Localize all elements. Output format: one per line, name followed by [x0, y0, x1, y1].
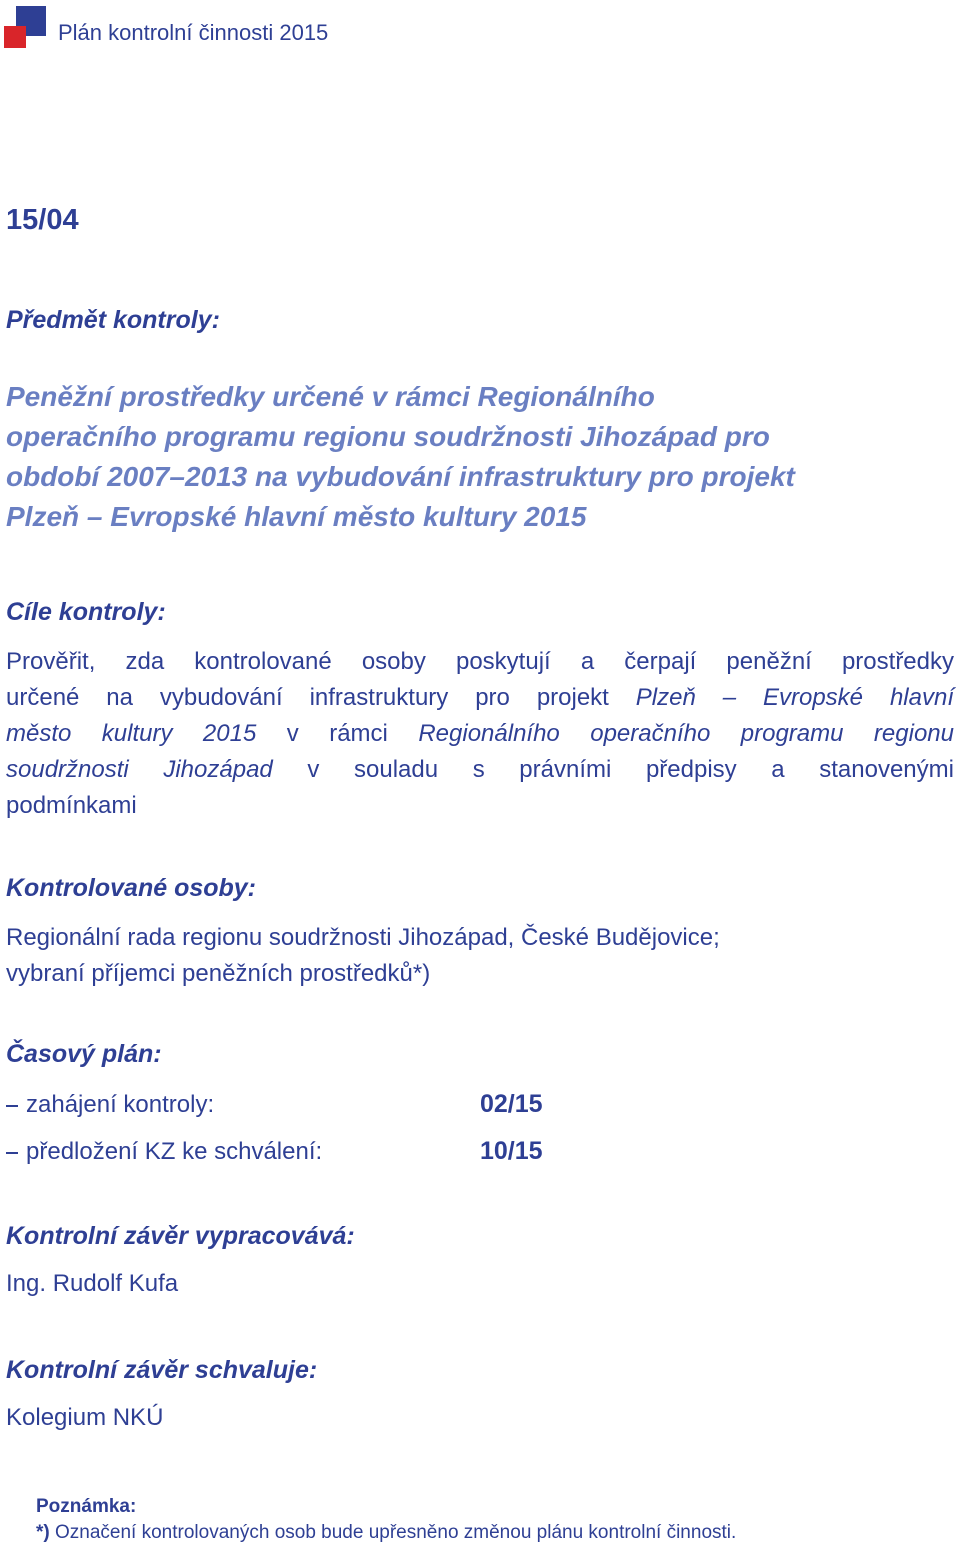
- goals-line3-italic: město kultury 2015: [6, 720, 257, 747]
- goals-line3-italic2: Regionálního operačního programu regionu: [418, 720, 954, 747]
- approved-by-name: Kolegium NKÚ: [6, 1404, 164, 1431]
- goals-line: [6, 788, 954, 824]
- schedule-item: [6, 1138, 322, 1166]
- subject-line: období 2007–2013 na vybudování infrastruktury pro projekt: [6, 461, 795, 492]
- subject-line: Plzeň – Evropské hlavní město kultury 2015: [6, 501, 587, 532]
- schedule-value: 02/15: [480, 1090, 543, 1118]
- persons-line: Regionální rada regionu soudržnosti Jihozápad, České Budějovice;: [6, 924, 720, 951]
- document-number: 15/04: [6, 204, 79, 236]
- prepared-by-heading: Kontrolní závěr vypracovává:: [6, 1222, 355, 1250]
- goals-line: [6, 752, 954, 788]
- dash-icon: [6, 1152, 18, 1154]
- subject-heading: Předmět kontroly:: [6, 306, 220, 334]
- goals-line4-italic: soudržnosti Jihozápad: [6, 756, 273, 783]
- goals-line5-text: podmínkami: [6, 792, 137, 819]
- goals-line2-italic: Plzeň – Evropské hlavní: [635, 684, 954, 711]
- goals-line4-text: v souladu s právními předpisy a stanovenými: [272, 756, 954, 783]
- header-title: Plán kontrolní činnosti 2015: [58, 20, 329, 45]
- goals-text: [6, 644, 954, 824]
- persons-text: [6, 920, 954, 992]
- note-body: Označení kontrolovaných osob bude upřesněno změnou plánu kontrolní činnosti.: [49, 1522, 737, 1543]
- persons-heading: Kontrolované osoby:: [6, 874, 257, 902]
- schedule-item: [6, 1091, 214, 1119]
- goals-line: [6, 680, 954, 716]
- persons-line: vybraní příjemci peněžních prostředků*): [6, 960, 431, 987]
- schedule-heading: Časový plán:: [6, 1040, 162, 1068]
- goals-heading: Cíle kontroly:: [6, 598, 166, 626]
- goals-line3-text: v rámci: [256, 720, 419, 747]
- subject-line: operačního programu regionu soudržnosti Jihozápad pro: [6, 421, 770, 452]
- nku-logo-squares-icon: [4, 6, 46, 48]
- approved-by-heading: Kontrolní závěr schvaluje:: [6, 1356, 318, 1384]
- schedule-value: 10/15: [480, 1137, 543, 1165]
- dash-icon: [6, 1105, 18, 1107]
- note-marker: *): [36, 1522, 50, 1543]
- schedule-label: předložení KZ ke schválení:: [26, 1138, 323, 1165]
- subject-line: Peněžní prostředky určené v rámci Regionálního: [6, 381, 655, 412]
- subject-text: [6, 377, 956, 537]
- logo-red-square: [4, 26, 26, 48]
- note-title: Poznámka:: [36, 1496, 137, 1517]
- goals-line: [6, 644, 954, 680]
- goals-line: [6, 716, 954, 752]
- prepared-by-name: Ing. Rudolf Kufa: [6, 1270, 179, 1297]
- schedule-label: zahájení kontroly:: [26, 1091, 215, 1118]
- note-text: [36, 1522, 736, 1544]
- goals-line1-text: Prověřit, zda kontrolované osoby poskytují a čerpají peněžní prostředky: [6, 648, 954, 675]
- goals-line2-text: určené na vybudování infrastruktury pro projekt: [6, 684, 636, 711]
